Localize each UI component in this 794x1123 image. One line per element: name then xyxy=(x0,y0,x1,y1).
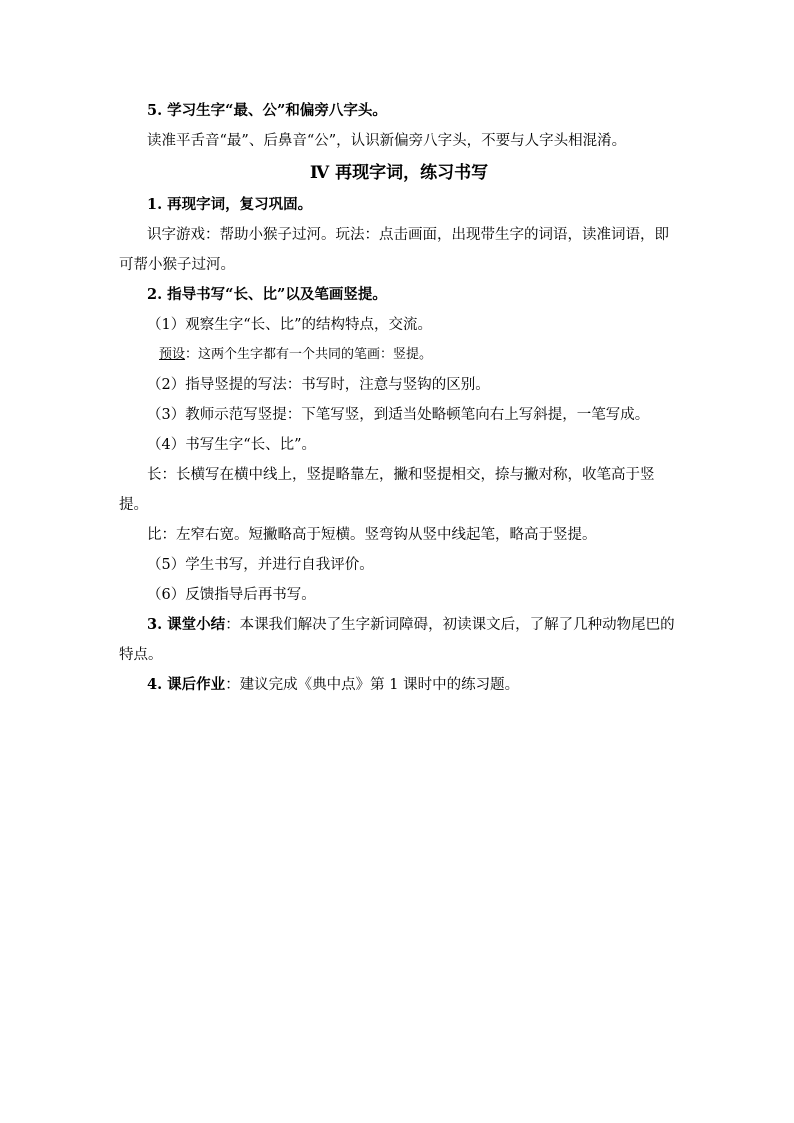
item5-text: 读准平舌音“最”、后鼻音“公”，认识新偏旁八字头，不要与人字头相混淆。 xyxy=(147,133,627,149)
homework-label: 4. 课后作业 xyxy=(147,676,226,693)
substep-3: （3）教师示范写竖提：下笔写竖，到适当处略顿笔向右上写斜提，一笔写成。 xyxy=(147,407,650,423)
substep-4: （4）书写生字“长、比”。 xyxy=(147,437,317,453)
substep-1: （1）观察生字“长、比”的结构特点，交流。 xyxy=(147,317,433,333)
preset-text: ：这两个生字都有一个共同的笔画：竖提。 xyxy=(185,347,433,362)
step1-title: 1. 再现字词，复习巩固。 xyxy=(147,196,313,213)
summary-label: 3. 课堂小结 xyxy=(147,616,226,633)
summary-text: ：本课我们解决了生字新词障碍，初读课文后，了解了几种动物尾巴的特点。 xyxy=(119,617,675,663)
summary-paragraph xyxy=(119,610,679,670)
item5-title: 5. 学习生字“最、公”和偏旁八字头。 xyxy=(147,102,387,119)
chang-guide: 长：长横写在横中线上，竖提略靠左，撇和竖提相交，捺与撇对称，收笔高于竖提。 xyxy=(119,467,655,513)
homework-paragraph xyxy=(119,670,679,700)
homework-text: ：建议完成《典中点》第 1 课时中的练习题。 xyxy=(225,677,520,693)
step1-text: 识字游戏：帮助小猴子过河。玩法：点击画面，出现带生字的词语，读准词语，即可帮小猴子过河。 xyxy=(119,227,669,273)
substep-5: （5）学生书写，并进行自我评价。 xyxy=(147,557,374,573)
preset-line xyxy=(119,340,679,370)
substep-2: （2）指导竖提的写法：书写时，注意与竖钩的区别。 xyxy=(147,377,490,393)
section-heading: Ⅳ 再现字词，练习书写 xyxy=(309,163,489,183)
bi-guide: 比：左窄右宽。短撇略高于短横。竖弯钩从竖中线起笔，略高于竖提。 xyxy=(147,527,597,543)
step2-title: 2. 指导书写“长、比”以及笔画竖提。 xyxy=(147,286,387,303)
preset-label: 预设 xyxy=(159,347,186,362)
substep-6: （6）反馈指导后再书写。 xyxy=(147,587,316,603)
document-body xyxy=(119,96,679,700)
